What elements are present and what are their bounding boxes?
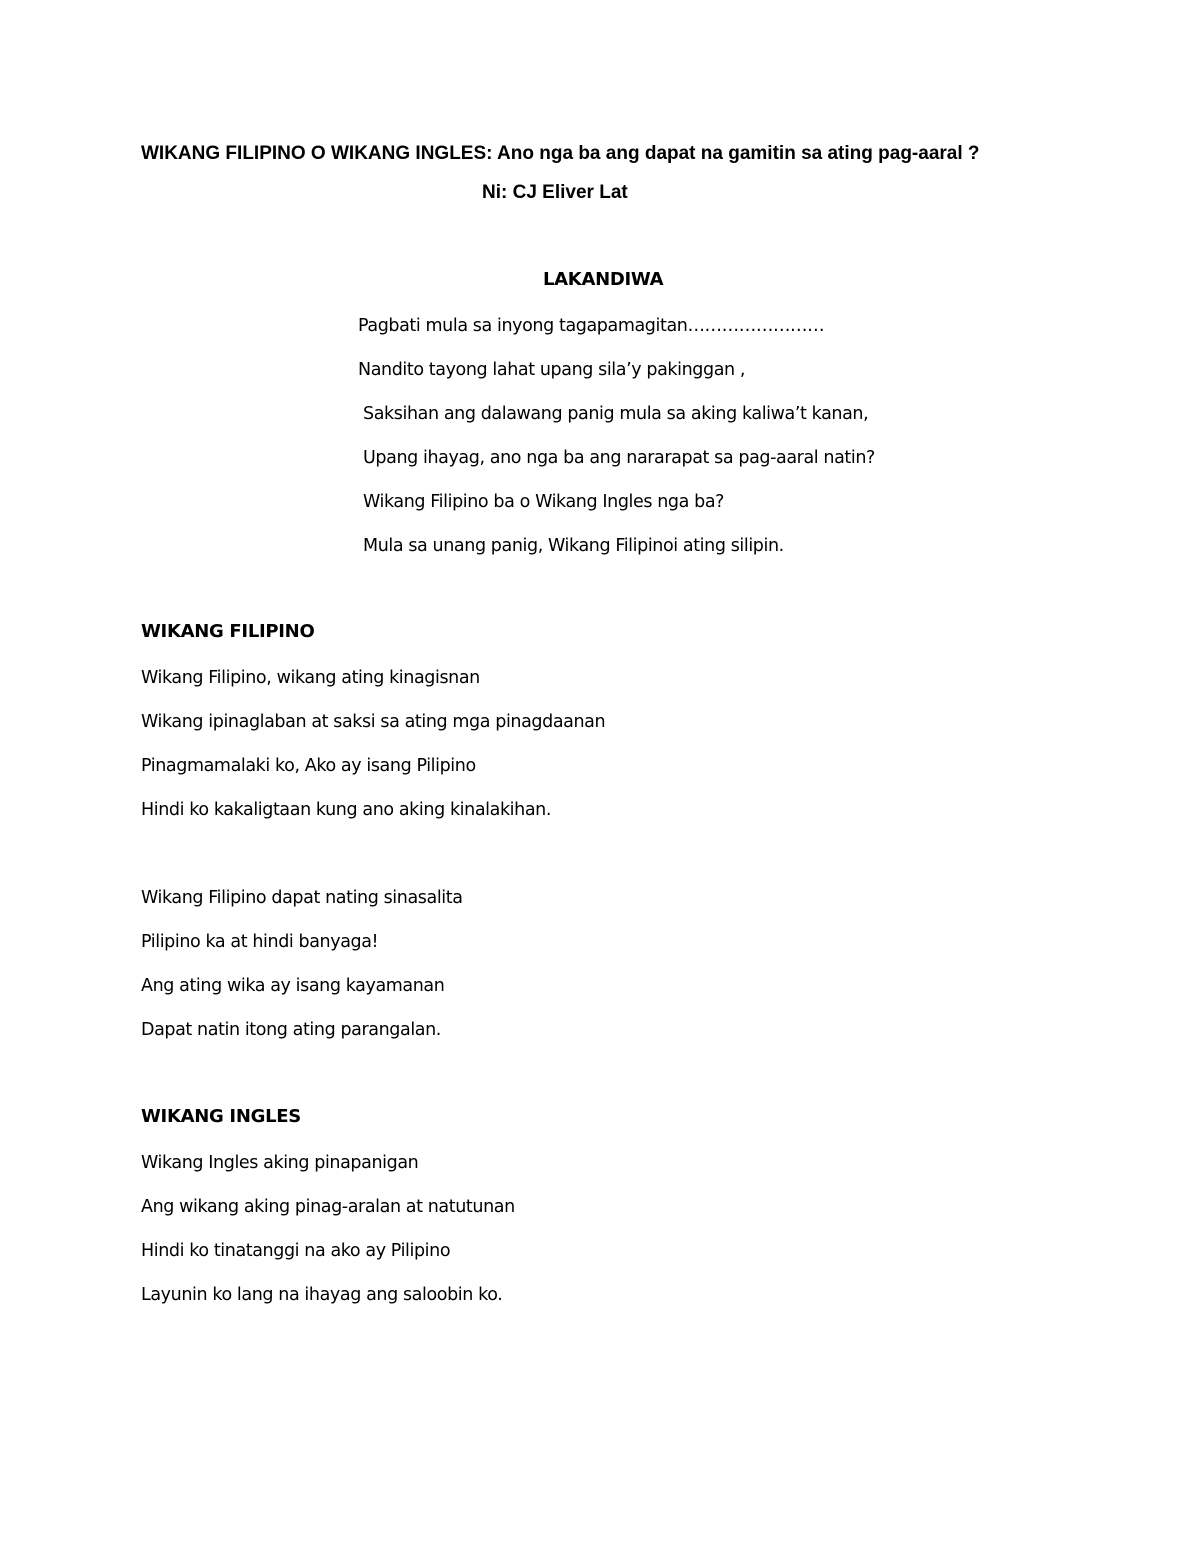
filipino-stanza2-line: Wikang Filipino dapat nating sinasalita <box>141 888 463 908</box>
lakandiwa-line: Nandito tayong lahat upang sila’y pakinggan , <box>358 360 746 380</box>
filipino-stanza1-line: Hindi ko kakaligtaan kung ano aking kinalakihan. <box>141 800 552 820</box>
lakandiwa-line: Wikang Filipino ba o Wikang Ingles nga ba? <box>363 492 725 512</box>
lakandiwa-line: Upang ihayag, ano nga ba ang nararapat sa pag-aaral natin? <box>363 448 875 468</box>
filipino-stanza1-line: Wikang ipinaglaban at saksi sa ating mga pinagdaanan <box>141 712 606 732</box>
filipino-stanza2-line: Pilipino ka at hindi banyaga! <box>141 932 379 952</box>
ingles-stanza1-line: Hindi ko tinatanggi na ako ay Pilipino <box>141 1241 451 1261</box>
filipino-stanza1-line: Pinagmamalaki ko, Ako ay isang Pilipino <box>141 756 476 776</box>
document-title: WIKANG FILIPINO O WIKANG INGLES: Ano nga ba ang dapat na gamitin sa ating pag-aaral ? <box>141 143 980 164</box>
lakandiwa-line: Saksihan ang dalawang panig mula sa aking kaliwa’t kanan, <box>363 404 869 424</box>
lakandiwa-line: Mula sa unang panig, Wikang Filipinoi ating silipin. <box>363 536 784 556</box>
filipino-stanza2-line: Dapat natin itong ating parangalan. <box>141 1020 441 1040</box>
filipino-stanza2-line: Ang ating wika ay isang kayamanan <box>141 976 445 996</box>
wikang-ingles-heading: WIKANG INGLES <box>141 1106 301 1127</box>
lakandiwa-heading: LAKANDIWA <box>543 269 664 290</box>
lakandiwa-line: Pagbati mula sa inyong tagapamagitan…………………… <box>358 316 825 336</box>
wikang-filipino-heading: WIKANG FILIPINO <box>141 621 315 642</box>
ingles-stanza1-line: Wikang Ingles aking pinapanigan <box>141 1153 419 1173</box>
ingles-stanza1-line: Layunin ko lang na ihayag ang saloobin ko. <box>141 1285 503 1305</box>
filipino-stanza1-line: Wikang Filipino, wikang ating kinagisnan <box>141 668 480 688</box>
document-author: Ni: CJ Eliver Lat <box>482 182 628 203</box>
ingles-stanza1-line: Ang wikang aking pinag-aralan at natutunan <box>141 1197 515 1217</box>
